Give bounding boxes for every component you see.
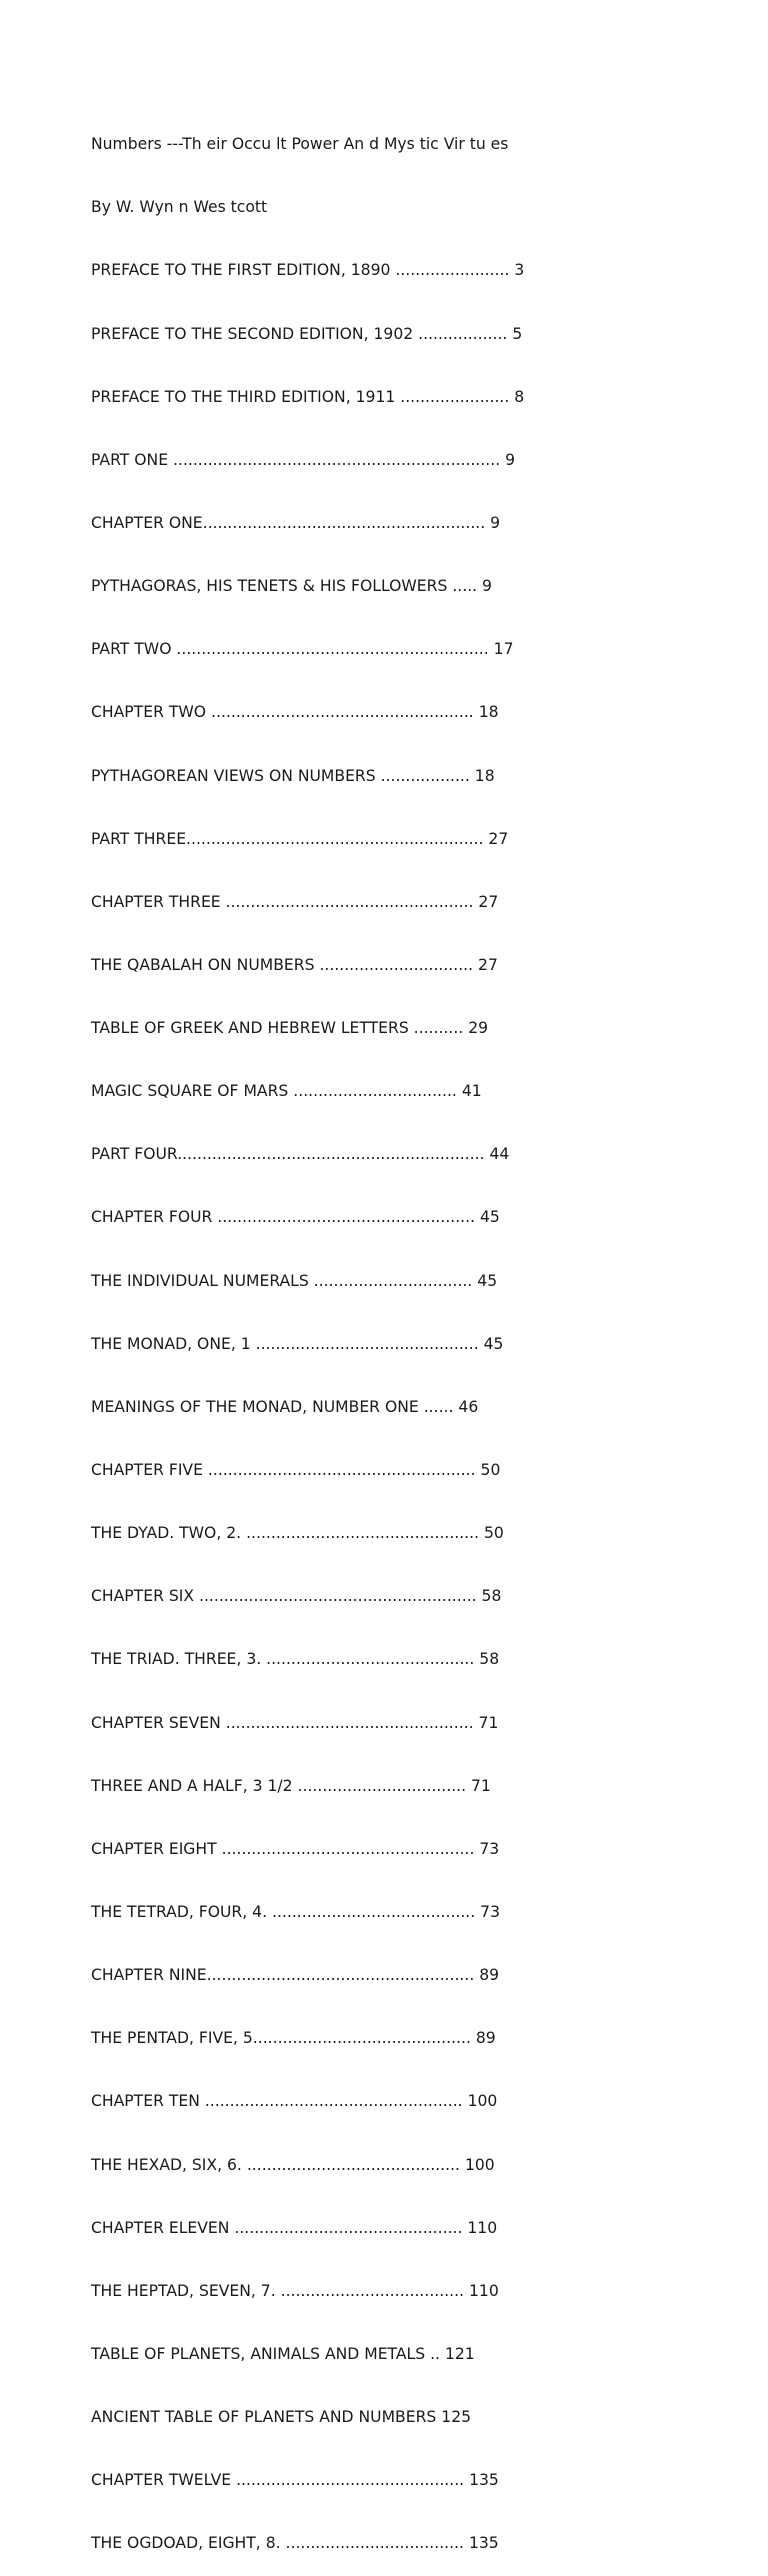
toc-entry-tetrad: THE TETRAD, FOUR, 4. ......................................... 73: [91, 1903, 501, 1922]
toc-entry-chapter-six: CHAPTER SIX ........................................................ 58: [91, 1587, 502, 1606]
document-author: By W. Wyn n Wes tcott: [91, 198, 268, 217]
toc-entry-qabalah: THE QABALAH ON NUMBERS ............................... 27: [91, 955, 498, 974]
toc-entry-chapter-four: CHAPTER FOUR .................................................... 45: [91, 1208, 500, 1227]
toc-entry-chapter-nine: CHAPTER NINE...................................................... 89: [91, 1966, 500, 1985]
toc-entry-greek-hebrew-table: TABLE OF GREEK AND HEBREW LETTERS .......... 29: [91, 1019, 489, 1038]
toc-entry-chapter-eleven: CHAPTER ELEVEN .............................................. 110: [91, 2218, 498, 2237]
toc-entry-part-two: PART TWO ............................................................... 17: [91, 640, 514, 659]
toc-entry-planets-animals-metals: TABLE OF PLANETS, ANIMALS AND METALS .. 121: [91, 2345, 475, 2364]
toc-entry-chapter-ten: CHAPTER TEN .................................................... 100: [91, 2092, 498, 2111]
toc-entry-ancient-table-planets: ANCIENT TABLE OF PLANETS AND NUMBERS 125: [91, 2408, 472, 2427]
toc-entry-part-four: PART FOUR.............................................................. 44: [91, 1145, 510, 1164]
toc-entry-preface-first: PREFACE TO THE FIRST EDITION, 1890 ....................... 3: [91, 261, 525, 280]
toc-entry-pythagoras: PYTHAGORAS, HIS TENETS & HIS FOLLOWERS ..... 9: [91, 577, 492, 596]
toc-entry-meanings-monad: MEANINGS OF THE MONAD, NUMBER ONE ...... 46: [91, 1397, 479, 1416]
toc-entry-heptad: THE HEPTAD, SEVEN, 7. ..................................... 110: [91, 2281, 499, 2300]
toc-entry-triad: THE TRIAD. THREE, 3. .......................................... 58: [91, 1650, 500, 1669]
toc-entry-chapter-two: CHAPTER TWO ..................................................... 18: [91, 703, 499, 722]
toc-entry-chapter-eight: CHAPTER EIGHT ................................................... 73: [91, 1839, 500, 1858]
toc-entry-monad: THE MONAD, ONE, 1 ............................................. 45: [91, 1334, 504, 1353]
toc-entry-pythagorean-views: PYTHAGOREAN VIEWS ON NUMBERS .................. 18: [91, 766, 495, 785]
toc-entry-individual-numerals: THE INDIVIDUAL NUMERALS ................................ 45: [91, 1271, 498, 1290]
document-title: Numbers ---Th eir Occu lt Power An d Mys tic Vir tu es: [91, 135, 509, 154]
toc-entry-ogdoad: THE OGDOAD, EIGHT, 8. .................................... 135: [91, 2534, 499, 2553]
toc-entry-preface-second: PREFACE TO THE SECOND EDITION, 1902 .................. 5: [91, 324, 523, 343]
toc-entry-chapter-five: CHAPTER FIVE ...................................................... 50: [91, 1461, 501, 1480]
toc-entry-chapter-one: CHAPTER ONE......................................................... 9: [91, 513, 501, 532]
toc-entry-magic-square-mars: MAGIC SQUARE OF MARS ................................. 41: [91, 1082, 482, 1101]
toc-entry-pentad: THE PENTAD, FIVE, 5............................................ 89: [91, 2029, 496, 2048]
toc-entry-chapter-three: CHAPTER THREE .................................................. 27: [91, 892, 499, 911]
toc-entry-three-and-a-half: THREE AND A HALF, 3 1/2 .................................. 71: [91, 1776, 491, 1795]
toc-entry-hexad: THE HEXAD, SIX, 6. ........................................... 100: [91, 2155, 495, 2174]
toc-entry-dyad: THE DYAD. TWO, 2. ............................................... 50: [91, 1524, 504, 1543]
toc-entry-chapter-twelve: CHAPTER TWELVE .............................................. 135: [91, 2471, 499, 2490]
document-page: [91, 92, 751, 2576]
toc-entry-part-one: PART ONE .................................................................. 9: [91, 450, 516, 469]
toc-entry-chapter-seven: CHAPTER SEVEN .................................................. 71: [91, 1713, 499, 1732]
toc-entry-preface-third: PREFACE TO THE THIRD EDITION, 1911 ...................... 8: [91, 387, 525, 406]
toc-entry-part-three: PART THREE............................................................ 27: [91, 829, 509, 848]
